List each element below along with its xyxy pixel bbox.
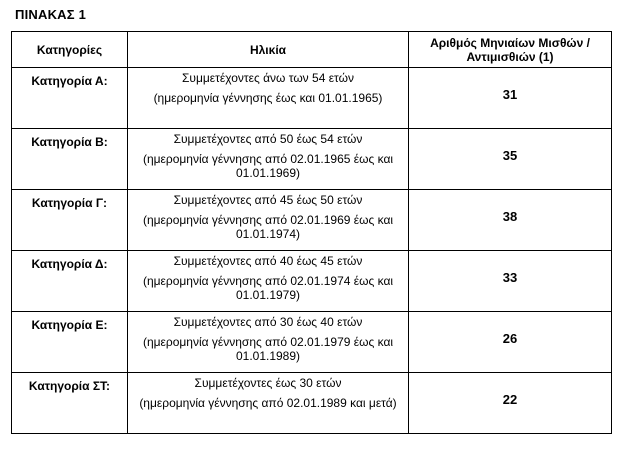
age-cell [128,68,409,129]
age-cell [128,129,409,190]
table-row [12,373,612,434]
age-description: Συμμετέχοντες από 40 έως 45 ετών [173,254,363,268]
header-category: Κατηγορίες [12,32,128,68]
age-cell [128,190,409,251]
age-description: Συμμετέχοντες έως 30 ετών [194,376,342,390]
category-cell: Κατηγορία Α: [12,68,128,129]
birthdate-range: (ημερομηνία γέννησης από 02.01.1965 έως και 01.01.1969) [142,152,394,180]
table-row [12,190,612,251]
birthdate-range: (ημερομηνία γέννησης από 02.01.1969 έως και 01.01.1974) [142,213,394,241]
birthdate-range: (ημερομηνία γέννησης από 02.01.1974 έως και 01.01.1979) [142,274,394,302]
age-description: Συμμετέχοντες από 50 έως 54 ετών [173,132,363,146]
category-cell: Κατηγορία Γ: [12,190,128,251]
category-cell: Κατηγορία Δ: [12,251,128,312]
table-row [12,312,612,373]
salary-count-cell: 38 [409,190,612,251]
header-salaries: Αριθμός Μηνιαίων Μισθών /Αντιμισθιών (1) [409,32,612,68]
age-description: Συμμετέχοντες από 45 έως 50 ετών [173,193,363,207]
category-cell: Κατηγορία Ε: [12,312,128,373]
table-row [12,129,612,190]
table-row [12,68,612,129]
table-row [12,251,612,312]
salary-count-cell: 26 [409,312,612,373]
salary-count-cell: 33 [409,251,612,312]
age-cell [128,373,409,434]
age-description: Συμμετέχοντες άνω των 54 ετών [182,71,354,85]
salary-count-cell: 22 [409,373,612,434]
header-age: Ηλικία [128,32,409,68]
salary-count-cell: 35 [409,129,612,190]
birthdate-range: (ημερομηνία γέννησης από 02.01.1979 έως και 01.01.1989) [142,335,394,363]
age-cell [128,251,409,312]
age-cell [128,312,409,373]
birthdate-range: (ημερομηνία γέννησης έως και 01.01.1965) [153,91,383,105]
table-title: ΠΙΝΑΚΑΣ 1 [15,7,86,22]
salary-count-cell: 31 [409,68,612,129]
birthdate-range: (ημερομηνία γέννησης από 02.01.1989 και μετά) [139,396,397,410]
salary-table [11,31,612,434]
category-cell: Κατηγορία ΣΤ: [12,373,128,434]
table-header-row [12,32,612,68]
age-description: Συμμετέχοντες από 30 έως 40 ετών [173,315,363,329]
category-cell: Κατηγορία Β: [12,129,128,190]
